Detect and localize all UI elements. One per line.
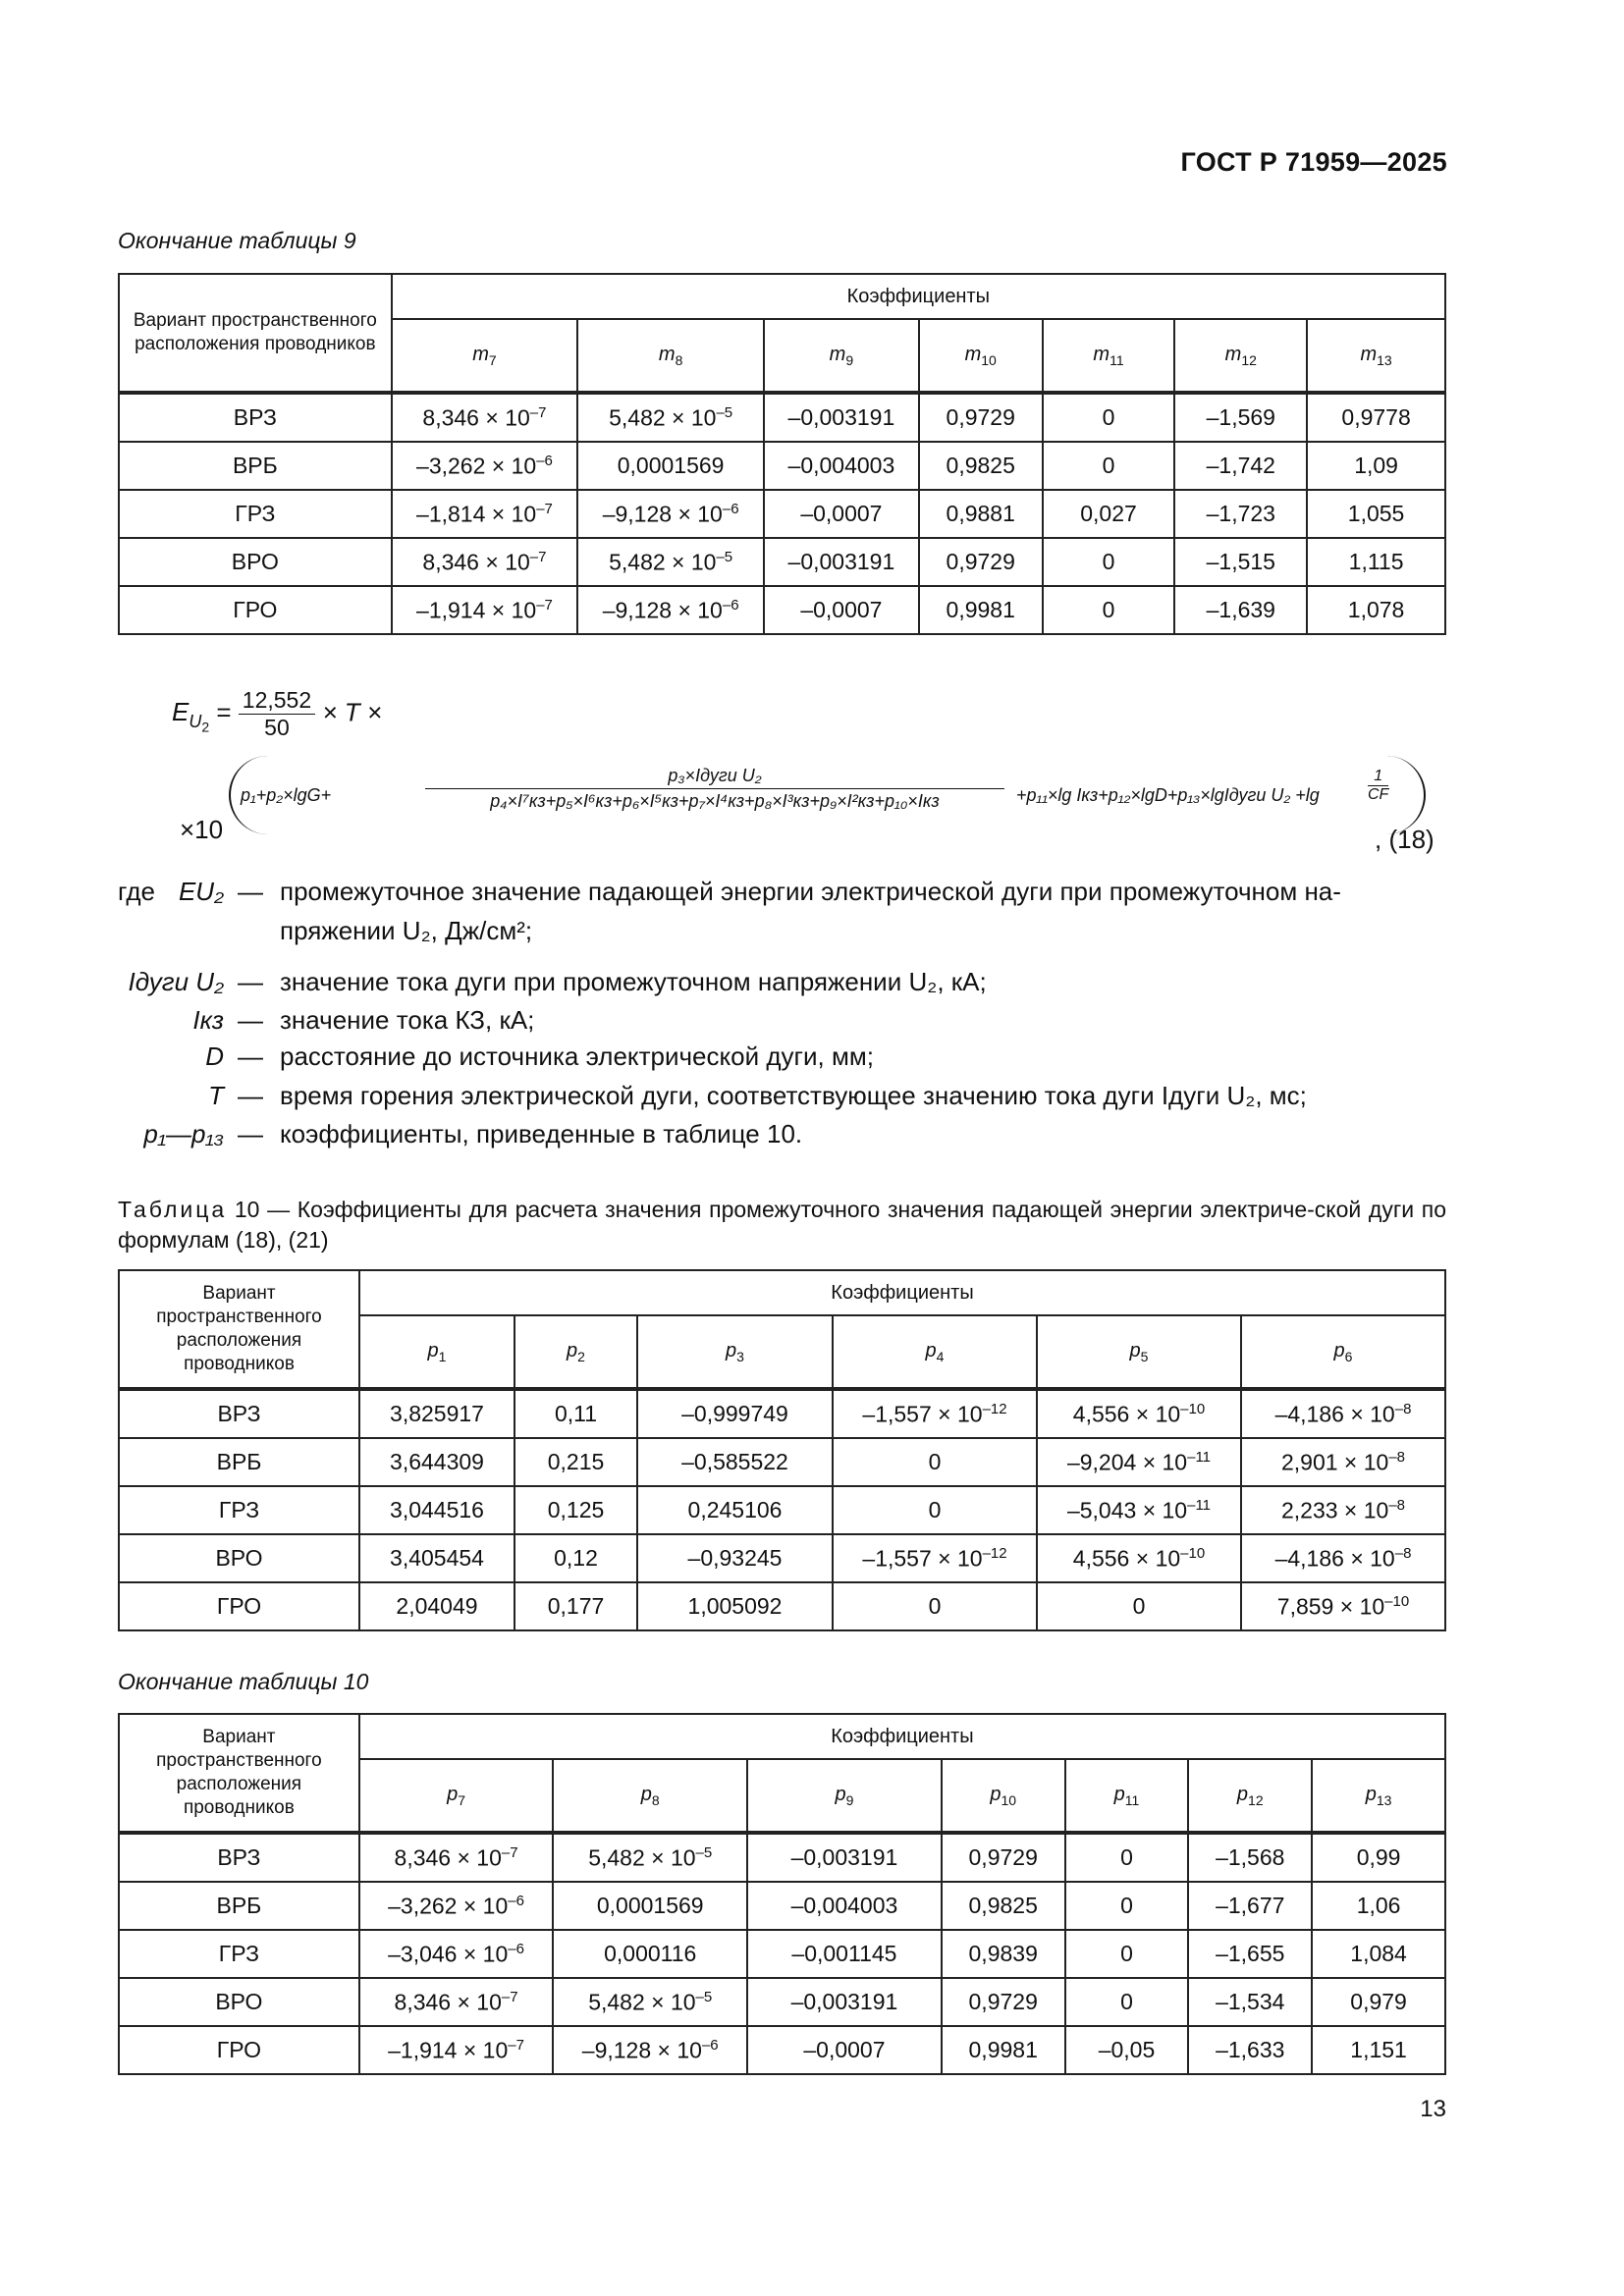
table-row: [119, 1486, 1445, 1534]
coef-column-header: $p_{11}$: [1065, 1759, 1189, 1833]
table-row: [119, 1582, 1445, 1630]
table10b-caption: Окончание таблицы 10: [118, 1669, 369, 1694]
definition-dash: —: [238, 1005, 263, 1035]
formula-small-fraction: 1 CF: [1368, 768, 1389, 803]
value-cell: 3,044516: [359, 1486, 514, 1534]
table10b: [118, 1713, 1446, 2075]
coef-column-header: $m_7$: [392, 319, 578, 393]
value-cell: $-5,043 \times 10^{-11}$: [1037, 1486, 1241, 1534]
value-cell: 3,405454: [359, 1534, 514, 1582]
value-cell: –1,569: [1174, 393, 1307, 442]
value-cell: 1,06: [1312, 1882, 1445, 1930]
table10: [118, 1269, 1446, 1631]
value-cell: $2,233 \times 10^{-8}$: [1241, 1486, 1445, 1534]
formula-big-fraction: p₃×Iдуги U₂ p₄×I⁷кз+p₅×I⁶кз+p₆×I⁵кз+p₇×I⁴кз+p₈×I³кз+p₉×I²кз+p₁₀×Iкз: [425, 766, 1004, 812]
variant-cell: ГРЗ: [119, 490, 392, 538]
value-cell: 0,9839: [942, 1930, 1065, 1978]
definition-item: [0, 1119, 1624, 1198]
value-cell: 0,9729: [919, 393, 1043, 442]
formula-18-exponent: [180, 756, 1446, 854]
formula-lhs: $E_{U_2}$: [172, 697, 210, 735]
table-row: [119, 490, 1445, 538]
value-cell: $5,482 \times 10^{-5}$: [553, 1978, 747, 2026]
formula-times-t: × T ×: [322, 697, 383, 727]
value-cell: $-1,557 \times 10^{-12}$: [833, 1534, 1037, 1582]
value-cell: 1,151: [1312, 2026, 1445, 2074]
variant-cell: ГРО: [119, 1582, 359, 1630]
value-cell: –0,003191: [747, 1978, 942, 2026]
table10-title: Таблица 10 — Коэффициенты для расчета значения промежуточного значения падающей энергии электриче-ской дуги по формулам (18), (21): [118, 1197, 1446, 1253]
value-cell: –0,0007: [764, 586, 919, 634]
variant-cell: ГРО: [119, 2026, 359, 2074]
coef-column-header: $p_8$: [553, 1759, 747, 1833]
table-row: [119, 1978, 1445, 2026]
value-cell: 0,027: [1043, 490, 1175, 538]
value-cell: $8,346 \times 10^{-7}$: [359, 1833, 554, 1882]
formula-equals: =: [216, 697, 232, 727]
value-cell: 0,9825: [919, 442, 1043, 490]
value-cell: –0,0007: [747, 2026, 942, 2074]
coef-column-header: $p_3$: [637, 1315, 833, 1389]
value-cell: –1,677: [1188, 1882, 1312, 1930]
value-cell: 1,055: [1307, 490, 1445, 538]
definition-text: значение тока дуги при промежуточном напряжении U₂, кА;: [280, 967, 987, 996]
coef-column-header: $m_8$: [577, 319, 764, 393]
value-cell: 0,177: [514, 1582, 637, 1630]
table-row: [119, 1438, 1445, 1486]
coef-column-header: $p_{13}$: [1312, 1759, 1445, 1833]
value-cell: 0: [1065, 1882, 1189, 1930]
definition-text: коэффициенты, приведенные в таблице 10.: [280, 1119, 803, 1148]
value-cell: –1,633: [1188, 2026, 1312, 2074]
coefficients-header: Коэффициенты: [359, 1714, 1445, 1759]
table-row: [119, 538, 1445, 586]
value-cell: $-1,914 \times 10^{-7}$: [359, 2026, 554, 2074]
page-number: 13: [1420, 2096, 1446, 2122]
coef-column-header: $p_5$: [1037, 1315, 1241, 1389]
table-row: [119, 1833, 1445, 1882]
value-cell: $-1,914 \times 10^{-7}$: [392, 586, 578, 634]
value-cell: 3,825917: [359, 1389, 514, 1438]
coefficients-header: Коэффициенты: [392, 274, 1445, 319]
coef-column-header: $m_9$: [764, 319, 919, 393]
coef-column-header: $m_{13}$: [1307, 319, 1445, 393]
document-code: ГОСТ Р 71959—2025: [1180, 147, 1447, 177]
value-cell: $-1,557 \times 10^{-12}$: [833, 1389, 1037, 1438]
value-cell: 0,245106: [637, 1486, 833, 1534]
coef-column-header: $p_4$: [833, 1315, 1037, 1389]
value-cell: $-9,128 \times 10^{-6}$: [577, 586, 764, 634]
value-cell: –0,05: [1065, 2026, 1189, 2074]
definition-symbol: D: [205, 1041, 224, 1071]
value-cell: $-3,262 \times 10^{-6}$: [359, 1882, 554, 1930]
definition-dash: —: [238, 1041, 263, 1071]
value-cell: 0,9778: [1307, 393, 1445, 442]
variant-cell: ВРБ: [119, 1882, 359, 1930]
value-cell: –1,639: [1174, 586, 1307, 634]
value-cell: $-4,186 \times 10^{-8}$: [1241, 1389, 1445, 1438]
value-cell: –0,001145: [747, 1930, 942, 1978]
definition-symbol: T: [208, 1081, 224, 1110]
value-cell: $5,482 \times 10^{-5}$: [577, 393, 764, 442]
coef-column-header: $p_{12}$: [1188, 1759, 1312, 1833]
table-row: [119, 1930, 1445, 1978]
table9-caption: Окончание таблицы 9: [118, 228, 356, 253]
value-cell: 0,9825: [942, 1882, 1065, 1930]
variant-cell: ВРЗ: [119, 393, 392, 442]
value-cell: 0: [1065, 1930, 1189, 1978]
value-cell: –1,655: [1188, 1930, 1312, 1978]
value-cell: $-3,046 \times 10^{-6}$: [359, 1930, 554, 1978]
value-cell: –0,999749: [637, 1389, 833, 1438]
value-cell: $5,482 \times 10^{-5}$: [553, 1833, 747, 1882]
formula-times10: ×10: [180, 815, 224, 844]
table-row: [119, 442, 1445, 490]
value-cell: 0: [1037, 1582, 1241, 1630]
value-cell: –0,004003: [747, 1882, 942, 1930]
value-cell: 0,9981: [942, 2026, 1065, 2074]
definition-dash: —: [238, 1119, 263, 1148]
value-cell: $-9,204 \times 10^{-11}$: [1037, 1438, 1241, 1486]
coef-column-header: $p_2$: [514, 1315, 637, 1389]
equation-number: , (18): [1375, 825, 1435, 854]
coef-column-header: $m_{12}$: [1174, 319, 1307, 393]
value-cell: 0,9729: [942, 1833, 1065, 1882]
variant-cell: ГРЗ: [119, 1486, 359, 1534]
coef-column-header: $m_{10}$: [919, 319, 1043, 393]
value-cell: –0,003191: [764, 393, 919, 442]
table9: [118, 273, 1446, 635]
value-cell: 0: [1043, 538, 1175, 586]
value-cell: –0,585522: [637, 1438, 833, 1486]
variant-cell: ГРО: [119, 586, 392, 634]
value-cell: $2,901 \times 10^{-8}$: [1241, 1438, 1445, 1486]
formula-fraction: $\frac{12,552}{50}$: [239, 687, 315, 741]
variant-cell: ВРБ: [119, 442, 392, 490]
variant-cell: ВРЗ: [119, 1833, 359, 1882]
formula-pre-terms: p₁+p₂×lgG+: [241, 785, 332, 805]
value-cell: 1,09: [1307, 442, 1445, 490]
value-cell: 0: [833, 1438, 1037, 1486]
value-cell: –1,515: [1174, 538, 1307, 586]
variant-cell: ГРЗ: [119, 1930, 359, 1978]
value-cell: $-1,814 \times 10^{-7}$: [392, 490, 578, 538]
value-cell: $-9,128 \times 10^{-6}$: [577, 490, 764, 538]
value-cell: $7,859 \times 10^{-10}$: [1241, 1582, 1445, 1630]
value-cell: –0,93245: [637, 1534, 833, 1582]
definition-item: [0, 877, 1624, 955]
coef-column-header: $p_7$: [359, 1759, 554, 1833]
value-cell: 0,979: [1312, 1978, 1445, 2026]
value-cell: –1,742: [1174, 442, 1307, 490]
variant-cell: ВРО: [119, 1534, 359, 1582]
definition-symbol: Iдуги U₂: [128, 967, 224, 996]
variant-header: Вариант пространственного расположения проводников: [119, 1714, 359, 1833]
table-row: [119, 1534, 1445, 1582]
value-cell: 0,000116: [553, 1930, 747, 1978]
value-cell: $8,346 \times 10^{-7}$: [392, 538, 578, 586]
formula-18-line1: [172, 687, 382, 741]
value-cell: 0,215: [514, 1438, 637, 1486]
table-row: [119, 586, 1445, 634]
formula-post-terms: +p₁₁×lg Iкз+p₁₂×lgD+p₁₃×lgIдуги U₂ +lg: [1016, 785, 1320, 805]
definition-text-continued: пряжении U₂, Дж/см²;: [280, 916, 533, 945]
coef-column-header: $p_6$: [1241, 1315, 1445, 1389]
variant-cell: ВРО: [119, 538, 392, 586]
value-cell: –0,003191: [747, 1833, 942, 1882]
table-row: [119, 2026, 1445, 2074]
value-cell: 0,0001569: [553, 1882, 747, 1930]
coef-column-header: $p_1$: [359, 1315, 514, 1389]
value-cell: $-4,186 \times 10^{-8}$: [1241, 1534, 1445, 1582]
value-cell: 2,04049: [359, 1582, 514, 1630]
value-cell: –0,0007: [764, 490, 919, 538]
value-cell: 0,0001569: [577, 442, 764, 490]
definition-symbol: Iкз: [192, 1005, 224, 1035]
definition-text: промежуточное значение падающей энергии электрической дуги при промежуточном на-: [280, 877, 1341, 906]
value-cell: 0,9981: [919, 586, 1043, 634]
value-cell: 0: [1043, 393, 1175, 442]
definition-symbol: EU₂: [178, 877, 224, 906]
value-cell: 0: [1043, 586, 1175, 634]
coefficients-header: Коэффициенты: [359, 1270, 1445, 1315]
value-cell: 3,644309: [359, 1438, 514, 1486]
value-cell: $4,556 \times 10^{-10}$: [1037, 1534, 1241, 1582]
value-cell: 0,11: [514, 1389, 637, 1438]
value-cell: $-9,128 \times 10^{-6}$: [553, 2026, 747, 2074]
value-cell: –1,568: [1188, 1833, 1312, 1882]
value-cell: 0,9729: [919, 538, 1043, 586]
definition-text: расстояние до источника электрической дуги, мм;: [280, 1041, 874, 1071]
definition-text: время горения электрической дуги, соответствующее значению тока дуги Iдуги U₂, мс;: [280, 1081, 1307, 1110]
variant-cell: ВРО: [119, 1978, 359, 2026]
value-cell: $-3,262 \times 10^{-6}$: [392, 442, 578, 490]
value-cell: $5,482 \times 10^{-5}$: [577, 538, 764, 586]
value-cell: –1,723: [1174, 490, 1307, 538]
value-cell: $8,346 \times 10^{-7}$: [392, 393, 578, 442]
value-cell: 0: [833, 1582, 1037, 1630]
value-cell: 1,005092: [637, 1582, 833, 1630]
coef-column-header: $m_{11}$: [1043, 319, 1175, 393]
value-cell: 1,115: [1307, 538, 1445, 586]
value-cell: 0,99: [1312, 1833, 1445, 1882]
definition-dash: —: [238, 967, 263, 996]
value-cell: –0,003191: [764, 538, 919, 586]
value-cell: 0,12: [514, 1534, 637, 1582]
definition-text: значение тока КЗ, кА;: [280, 1005, 535, 1035]
value-cell: 0,125: [514, 1486, 637, 1534]
value-cell: –1,534: [1188, 1978, 1312, 2026]
definition-dash: —: [238, 877, 263, 906]
variant-cell: ВРБ: [119, 1438, 359, 1486]
table-row: [119, 1882, 1445, 1930]
variant-header: Вариант пространственного расположения проводников: [119, 1270, 359, 1389]
value-cell: 1,084: [1312, 1930, 1445, 1978]
table-row: [119, 393, 1445, 442]
coef-column-header: $p_9$: [747, 1759, 942, 1833]
value-cell: 0: [1043, 442, 1175, 490]
table-row: [119, 1389, 1445, 1438]
definition-symbol: p₁—p₁₃: [143, 1119, 224, 1148]
value-cell: $8,346 \times 10^{-7}$: [359, 1978, 554, 2026]
definitions-where: где: [118, 877, 155, 906]
value-cell: –0,004003: [764, 442, 919, 490]
value-cell: 1,078: [1307, 586, 1445, 634]
value-cell: $4,556 \times 10^{-10}$: [1037, 1389, 1241, 1438]
value-cell: 0: [833, 1486, 1037, 1534]
variant-header: Вариант пространственного расположения проводников: [119, 274, 392, 393]
coef-column-header: $p_{10}$: [942, 1759, 1065, 1833]
value-cell: 0: [1065, 1833, 1189, 1882]
variant-cell: ВРЗ: [119, 1389, 359, 1438]
definition-dash: —: [238, 1081, 263, 1110]
value-cell: 0: [1065, 1978, 1189, 2026]
value-cell: 0,9729: [942, 1978, 1065, 2026]
value-cell: 0,9881: [919, 490, 1043, 538]
